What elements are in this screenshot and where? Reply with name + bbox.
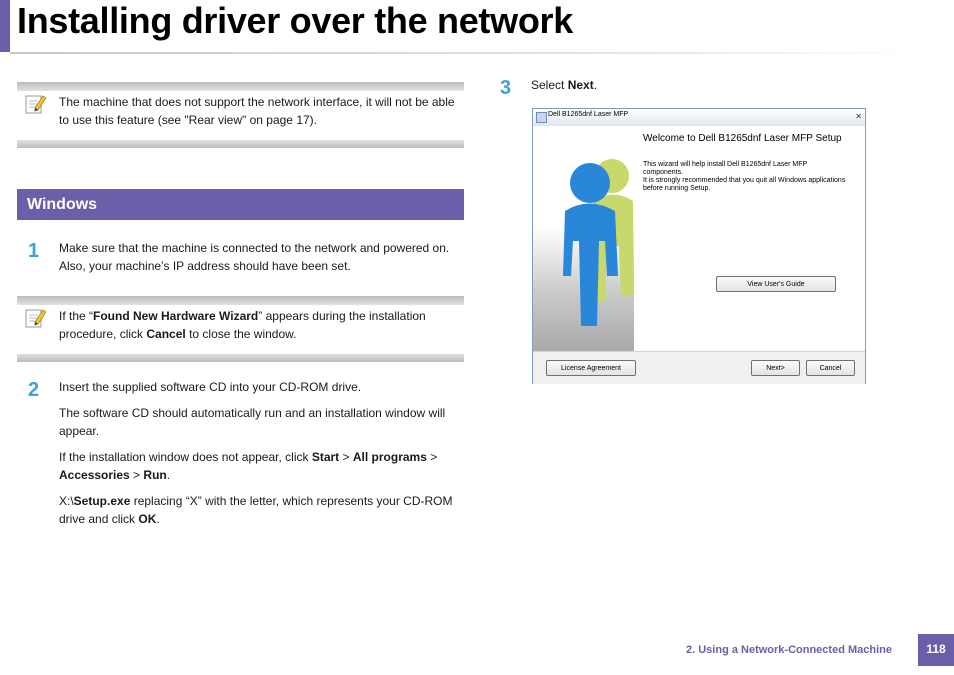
close-icon[interactable]: ✕ bbox=[855, 112, 862, 121]
view-users-guide-button[interactable]: View User's Guide bbox=[716, 276, 836, 292]
installer-window-screenshot bbox=[532, 108, 866, 384]
page-number: 118 bbox=[918, 634, 954, 666]
note-text: If the “Found New Hardware Wizard” appears during the installation procedure, click Cancel to close the window. bbox=[59, 309, 426, 341]
cancel-button[interactable]: Cancel bbox=[806, 360, 855, 376]
step-text: Select Next. bbox=[531, 78, 598, 92]
wizard-content bbox=[634, 126, 865, 351]
note-text: The machine that does not support the network interface, it will not be able to use this feature (see "Rear view" on page 17). bbox=[59, 95, 455, 127]
step-number: 2 bbox=[28, 379, 40, 401]
chapter-footer: 2. Using a Network-Connected Machine bbox=[686, 644, 892, 656]
note-pencil-icon bbox=[25, 307, 47, 329]
window-title: Dell B1265dnf Laser MFP bbox=[548, 111, 629, 118]
title-accent-bar bbox=[0, 0, 10, 52]
page-title: Installing driver over the network bbox=[17, 0, 573, 41]
wizard-text: This wizard will help install Dell B1265dnf Laser MFP components. It is strongly recommended that you quit all Windows applications before running Setup. bbox=[643, 161, 846, 192]
note-box bbox=[17, 82, 464, 148]
window-titlebar bbox=[533, 109, 865, 127]
step-number: 3 bbox=[500, 77, 512, 99]
license-agreement-button[interactable]: License Agreement bbox=[546, 360, 636, 376]
step-text: Make sure that the machine is connected to the network and powered on. Also, your machine’s IP address should have been set. bbox=[59, 241, 450, 273]
app-icon bbox=[536, 112, 547, 123]
section-heading-windows: Windows bbox=[17, 189, 464, 220]
step-text: Insert the supplied software CD into your CD-ROM drive. bbox=[59, 380, 362, 394]
next-button[interactable]: Next> bbox=[751, 360, 800, 376]
title-divider bbox=[10, 52, 920, 54]
users-icon bbox=[533, 126, 634, 351]
step-text: The software CD should automatically run and an installation window will appear. bbox=[59, 406, 446, 438]
wizard-banner bbox=[533, 126, 634, 351]
step-number: 1 bbox=[28, 240, 40, 262]
wizard-heading: Welcome to Dell B1265dnf Laser MFP Setup bbox=[643, 133, 842, 144]
note-pencil-icon bbox=[25, 93, 47, 115]
wizard-button-bar bbox=[533, 351, 865, 384]
note-box bbox=[17, 296, 464, 362]
step-text: If the installation window does not appear, click Start > All programs > Accessories > Run. bbox=[59, 450, 438, 482]
step-text: X:\Setup.exe replacing “X” with the letter, which represents your CD-ROM drive and click OK. bbox=[59, 494, 453, 526]
